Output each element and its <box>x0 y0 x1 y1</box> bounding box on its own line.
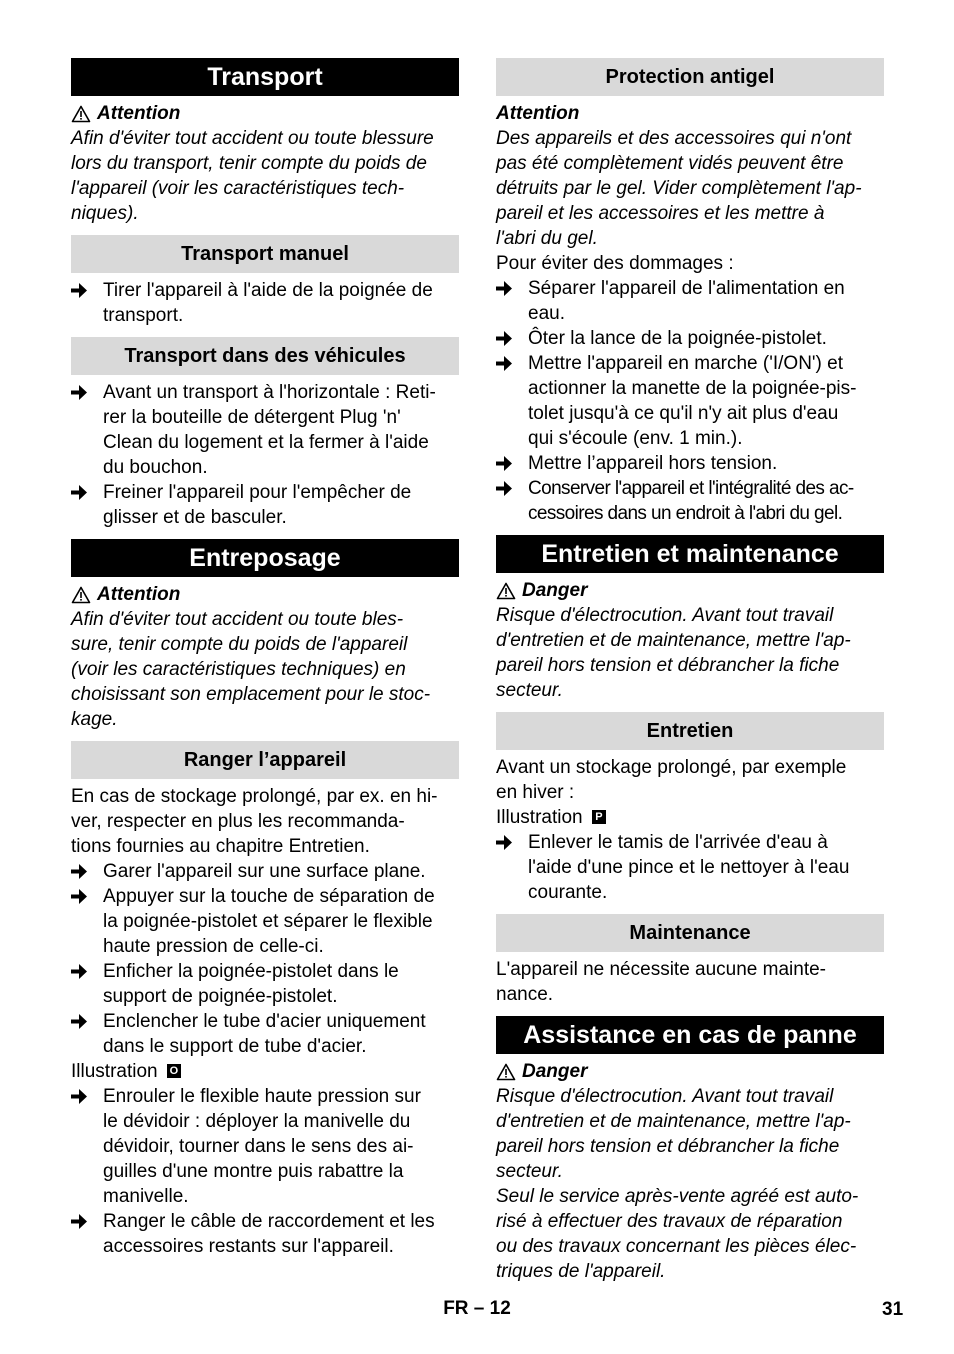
bullet-text-line: Séparer l'appareil de l'alimentation en <box>528 278 845 299</box>
section-title-transport: Transport <box>71 58 459 96</box>
warning-title <box>71 582 459 607</box>
ranger-content <box>71 779 459 1261</box>
footer-page-number: 31 <box>882 1299 904 1320</box>
warning-title <box>496 101 884 126</box>
warning-text-line: kage. <box>71 709 118 730</box>
bullet-text-line: Mettre l'appareil en marche ('I/ON') et <box>528 353 843 374</box>
bullet-item <box>71 1084 459 1209</box>
warning-triangle-icon <box>496 582 516 600</box>
bullet-item <box>496 276 884 326</box>
bullet-text <box>103 859 459 884</box>
warning-text-line: détruits par le gel. Vider complètement l'ap- <box>496 178 862 199</box>
arrow-icon <box>496 326 528 351</box>
manuel-list <box>71 273 459 330</box>
bullet-item <box>71 1009 459 1059</box>
bullet-text-line: eau. <box>528 303 565 324</box>
bullet-item <box>71 959 459 1009</box>
illustration-ref-o <box>71 1059 459 1084</box>
warning-label: Danger <box>522 580 588 601</box>
illustration-box-icon <box>167 1064 181 1078</box>
subsection-title-transport-manuel: Transport manuel <box>71 235 459 273</box>
bullet-text-line: cessoires dans un endroit à l'abri du gel. <box>528 503 843 524</box>
left-column <box>71 58 459 1261</box>
bullet-text-line: Appuyer sur la touche de séparation de <box>103 886 435 907</box>
warning-text-line: l'appareil (voir les caractéristiques tech- <box>71 178 405 199</box>
subsection-title-protection-antigel: Protection antigel <box>496 58 884 96</box>
illustration-label: Illustration <box>496 807 583 828</box>
bullet-item <box>496 351 884 451</box>
warning-title <box>71 101 459 126</box>
warning-triangle-icon <box>496 1063 516 1081</box>
text-line: ver, respecter en plus les recommanda- <box>71 811 405 832</box>
bullet-text-line: rer la bouteille de détergent Plug 'n' <box>103 407 401 428</box>
bullet-text <box>528 830 884 905</box>
illustration-box-icon <box>592 810 606 824</box>
bullet-text-line: la poignée-pistolet et séparer le flexible <box>103 911 433 932</box>
warning-title <box>496 1059 884 1084</box>
warning-text-line: pareil et les accessoires et les mettre à <box>496 203 825 224</box>
footer-page-label: FR – 12 <box>443 1298 511 1319</box>
bullet-text-line: Conserver l'appareil et l'intégralité des ac- <box>528 478 854 499</box>
bullet-text-line: haute pression de celle-ci. <box>103 936 324 957</box>
bullet-text <box>528 351 884 451</box>
warning-text-line: risé à effectuer des travaux de réparation <box>496 1211 843 1232</box>
bullet-item <box>71 278 459 328</box>
bullet-text-line: accessoires restants sur l'appareil. <box>103 1236 394 1257</box>
bullet-text-line: Avant un transport à l'horizontale : Reti- <box>103 382 436 403</box>
text-line: en hiver : <box>496 782 575 803</box>
bullet-item <box>71 480 459 530</box>
bullet-text <box>103 278 459 328</box>
bullet-text <box>103 884 459 959</box>
bullet-item <box>496 451 884 476</box>
bullet-text-line: Ôter la lance de la poignée-pistolet. <box>528 328 827 349</box>
antigel-intro: Pour éviter des dommages : <box>496 253 734 274</box>
warning-label: Attention <box>97 103 181 124</box>
subsection-title-transport-vehicules: Transport dans des véhicules <box>71 337 459 375</box>
warning-text-line: Seul le service après-vente agréé est auto- <box>496 1186 859 1207</box>
section-title-assistance-panne: Assistance en cas de panne <box>496 1016 884 1054</box>
warning-text-line: Risque d'électrocution. Avant tout travail <box>496 1086 834 1107</box>
warning-text-line: Risque d'électrocution. Avant tout travail <box>496 605 834 626</box>
arrow-icon <box>71 884 103 959</box>
warning-text-line: d'entretien et de maintenance, mettre l'ap- <box>496 1111 851 1132</box>
bullet-item <box>71 859 459 884</box>
bullet-text <box>528 476 884 526</box>
entreposage-warning <box>71 577 459 734</box>
bullet-text-line: dévidoir, tourner dans le sens des ai- <box>103 1136 414 1157</box>
illustration-letter: P <box>595 811 603 823</box>
bullet-text-line: transport. <box>103 305 184 326</box>
bullet-text <box>103 480 459 530</box>
section-title-entreposage: Entreposage <box>71 539 459 577</box>
bullet-item <box>496 476 884 526</box>
warning-text-line: secteur. <box>496 1161 563 1182</box>
warning-text-line: pareil hors tension et débrancher la fiche <box>496 1136 840 1157</box>
warning-text-line: lors du transport, tenir compte du poids de <box>71 153 427 174</box>
bullet-text-line: Garer l'appareil sur une surface plane. <box>103 861 426 882</box>
bullet-text-line: courante. <box>528 882 608 903</box>
illustration-ref-p <box>496 805 884 830</box>
bullet-text <box>103 1209 459 1259</box>
bullet-text-line: Enclencher le tube d'acier uniquement <box>103 1011 426 1032</box>
bullet-item <box>496 326 884 351</box>
transport-warning <box>71 96 459 228</box>
bullet-item <box>496 830 884 905</box>
arrow-icon <box>496 830 528 905</box>
warning-text-line: Afin d'éviter tout accident ou toute blessure <box>71 128 434 149</box>
bullet-text <box>103 959 459 1009</box>
text-line: Avant un stockage prolongé, par exemple <box>496 757 847 778</box>
arrow-icon <box>71 480 103 530</box>
warning-label: Danger <box>522 1061 588 1082</box>
maintenance-danger <box>496 573 884 705</box>
warning-text-line: Afin d'éviter tout accident ou toute bles- <box>71 609 404 630</box>
warning-label: Attention <box>496 103 580 124</box>
bullet-text-line: du bouchon. <box>103 457 208 478</box>
arrow-icon <box>496 476 528 526</box>
subsection-title-ranger: Ranger l’appareil <box>71 741 459 779</box>
arrow-icon <box>71 278 103 328</box>
bullet-text-line: qui s'écoule (env. 1 min.). <box>528 428 743 449</box>
bullet-text <box>528 451 884 476</box>
illustration-label: Illustration <box>71 1061 158 1082</box>
bullet-text-line: Freiner l'appareil pour l'empêcher de <box>103 482 412 503</box>
warning-text-line: ou des travaux concernant les pièces élec- <box>496 1236 857 1257</box>
warning-text-line: d'entretien et de maintenance, mettre l'ap- <box>496 630 851 651</box>
right-column <box>496 58 884 1286</box>
text-line: tions fournies au chapitre Entretien. <box>71 836 370 857</box>
arrow-icon <box>496 451 528 476</box>
maintenance-content <box>496 952 884 1009</box>
panne-danger <box>496 1054 884 1286</box>
warning-text-line: Des appareils et des accessoires qui n'ont <box>496 128 852 149</box>
warning-text-line: (voir les caractéristiques techniques) en <box>71 659 406 680</box>
bullet-text-line: actionner la manette de la poignée-pis- <box>528 378 857 399</box>
arrow-icon <box>71 1209 103 1259</box>
subsection-title-entretien: Entretien <box>496 712 884 750</box>
bullet-text-line: le dévidoir : déployer la manivelle du <box>103 1111 411 1132</box>
warning-text-line: secteur. <box>496 680 563 701</box>
bullet-text-line: Ranger le câble de raccordement et les <box>103 1211 435 1232</box>
arrow-icon <box>71 1084 103 1209</box>
bullet-text-line: dans le support de tube d'acier. <box>103 1036 367 1057</box>
text-line: L'appareil ne nécessite aucune mainte- <box>496 959 827 980</box>
bullet-text-line: Enlever le tamis de l'arrivée d'eau à <box>528 832 828 853</box>
bullet-text-line: tolet jusqu'à ce qu'il n'y ait plus d'eau <box>528 403 839 424</box>
arrow-icon <box>496 351 528 451</box>
text-line: En cas de stockage prolongé, par ex. en hi- <box>71 786 438 807</box>
warning-text-line: pareil hors tension et débrancher la fiche <box>496 655 840 676</box>
arrow-icon <box>71 859 103 884</box>
bullet-text <box>528 276 884 326</box>
bullet-text-line: support de poignée-pistolet. <box>103 986 338 1007</box>
bullet-text-line: Enrouler le flexible haute pression sur <box>103 1086 421 1107</box>
bullet-item <box>71 380 459 480</box>
warning-triangle-icon <box>71 105 91 123</box>
bullet-text <box>103 380 459 480</box>
bullet-text-line: Clean du logement et la fermer à l'aide <box>103 432 429 453</box>
bullet-item <box>71 884 459 959</box>
bullet-text-line: manivelle. <box>103 1186 189 1207</box>
warning-text-line: triques de l'appareil. <box>496 1261 666 1282</box>
bullet-text-line: Tirer l'appareil à l'aide de la poignée de <box>103 280 433 301</box>
arrow-icon <box>496 276 528 326</box>
warning-triangle-icon <box>71 586 91 604</box>
text-line: nance. <box>496 984 554 1005</box>
bullet-item <box>71 1209 459 1259</box>
warning-label: Attention <box>97 584 181 605</box>
bullet-text <box>103 1009 459 1059</box>
bullet-text-line: guilles d'une montre puis rabattre la <box>103 1161 404 1182</box>
antigel-content <box>496 96 884 528</box>
arrow-icon <box>71 1009 103 1059</box>
warning-text-line: l'abri du gel. <box>496 228 598 249</box>
warning-title <box>496 578 884 603</box>
bullet-text-line: l'aide d'une pince et le nettoyer à l'eau <box>528 857 850 878</box>
arrow-icon <box>71 959 103 1009</box>
subsection-title-maintenance: Maintenance <box>496 914 884 952</box>
warning-text-line: sure, tenir compte du poids de l'appareil <box>71 634 408 655</box>
section-title-entretien-maintenance: Entretien et maintenance <box>496 535 884 573</box>
warning-text-line: pas été complètement vidés peuvent être <box>496 153 844 174</box>
arrow-icon <box>71 380 103 480</box>
warning-text-line: niques). <box>71 203 139 224</box>
warning-text-line: choisissant son emplacement pour le stoc- <box>71 684 431 705</box>
bullet-text <box>103 1084 459 1209</box>
bullet-text <box>528 326 884 351</box>
bullet-text-line: Enficher la poignée-pistolet dans le <box>103 961 399 982</box>
entretien-content <box>496 750 884 907</box>
bullet-text-line: glisser et de basculer. <box>103 507 287 528</box>
bullet-text-line: Mettre l’appareil hors tension. <box>528 453 778 474</box>
illustration-letter: O <box>169 1065 179 1077</box>
vehicules-list <box>71 375 459 532</box>
